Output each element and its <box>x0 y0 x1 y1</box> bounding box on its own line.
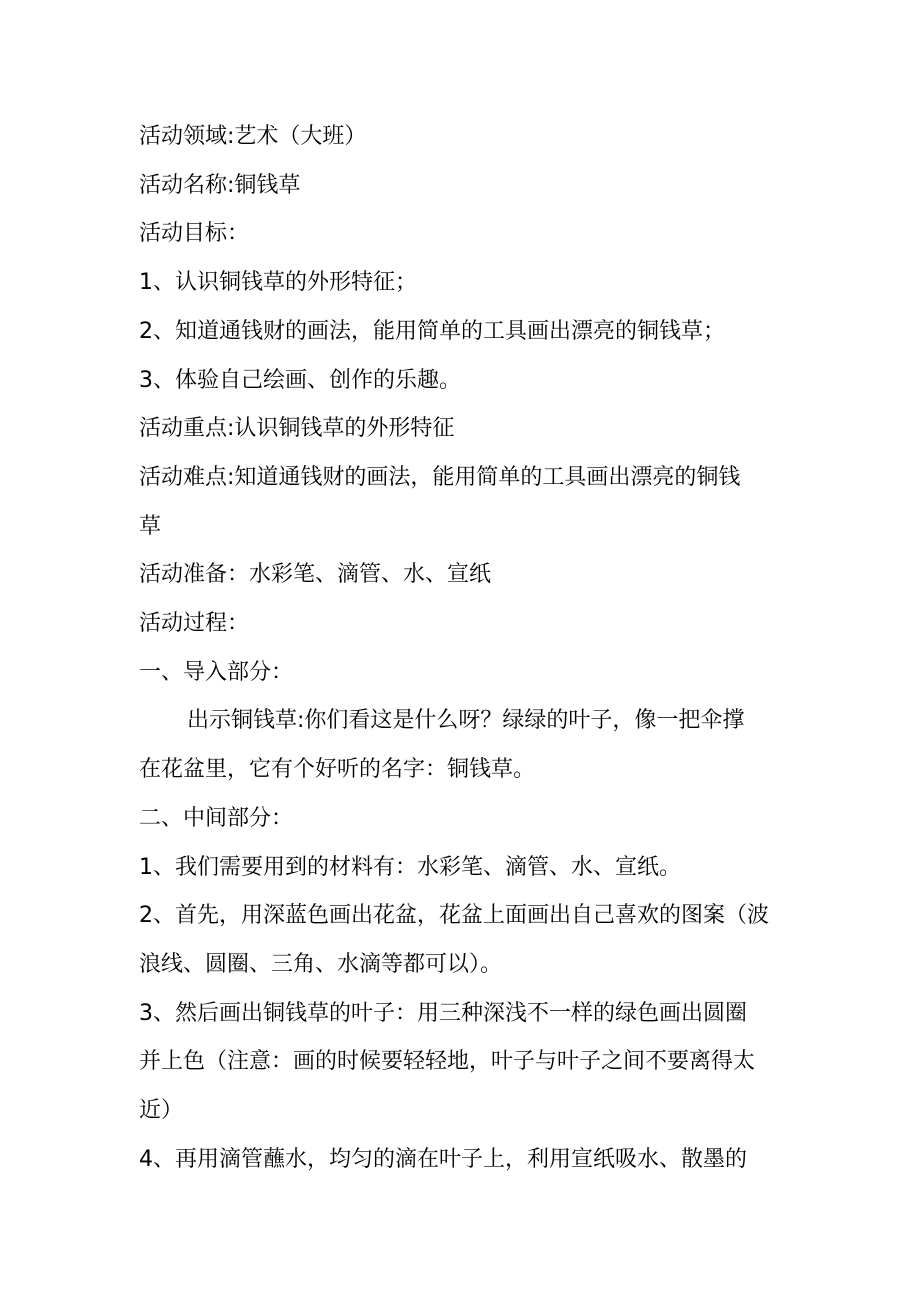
activity-goals-heading: 活动目标： <box>139 221 250 247</box>
step-3-line-1: 3、然后画出铜钱草的叶子：用三种深浅不一样的绿色画出圆圈 <box>139 1000 747 1026</box>
step-1: 1、我们需要用到的材料有：水彩笔、滴管、水、宣纸。 <box>139 854 681 880</box>
activity-difficulty-continued: 草 <box>139 513 162 539</box>
activity-process-heading: 活动过程： <box>139 611 250 637</box>
step-4-line-1: 4、再用滴管蘸水，均匀的滴在叶子上，利用宣纸吸水、散墨的 <box>139 1146 747 1172</box>
goal-item-1: 1、认识铜钱草的外形特征； <box>139 270 417 296</box>
goal-item-2: 2、知道通钱财的画法，能用简单的工具画出漂亮的铜钱草； <box>139 318 725 344</box>
step-2-line-1: 2、首先，用深蓝色画出花盆，花盆上面画出自己喜欢的图案（波 <box>139 903 769 929</box>
document-body <box>139 113 789 1184</box>
goal-item-3: 3、体验自己绘画、创作的乐趣。 <box>139 367 461 393</box>
section-middle-heading: 二、中间部分： <box>139 805 294 831</box>
activity-name: 活动名称:铜钱草 <box>139 172 301 198</box>
activity-preparation: 活动准备：水彩笔、滴管、水、宣纸 <box>139 562 492 588</box>
intro-paragraph-line-1: 出示铜钱草:你们看这是什么呀？绿绿的叶子，像一把伞撑 <box>187 708 745 734</box>
activity-domain: 活动领域:艺术（大班） <box>139 124 367 149</box>
step-3-line-2: 并上色（注意：画的时候要轻轻地，叶子与叶子之间不要离得太 <box>139 1049 756 1075</box>
step-3-line-3: 近） <box>139 1098 184 1124</box>
activity-difficulty: 活动难点:知道通钱财的画法，能用简单的工具画出漂亮的铜钱 <box>139 464 741 490</box>
activity-key-point: 活动重点:认识铜钱草的外形特征 <box>139 416 455 442</box>
intro-paragraph-line-2: 在花盆里，它有个好听的名字：铜钱草。 <box>139 757 536 783</box>
section-intro-heading: 一、导入部分： <box>139 659 294 685</box>
step-2-line-2: 浪线、圆圈、三角、水滴等都可以）。 <box>139 951 503 977</box>
